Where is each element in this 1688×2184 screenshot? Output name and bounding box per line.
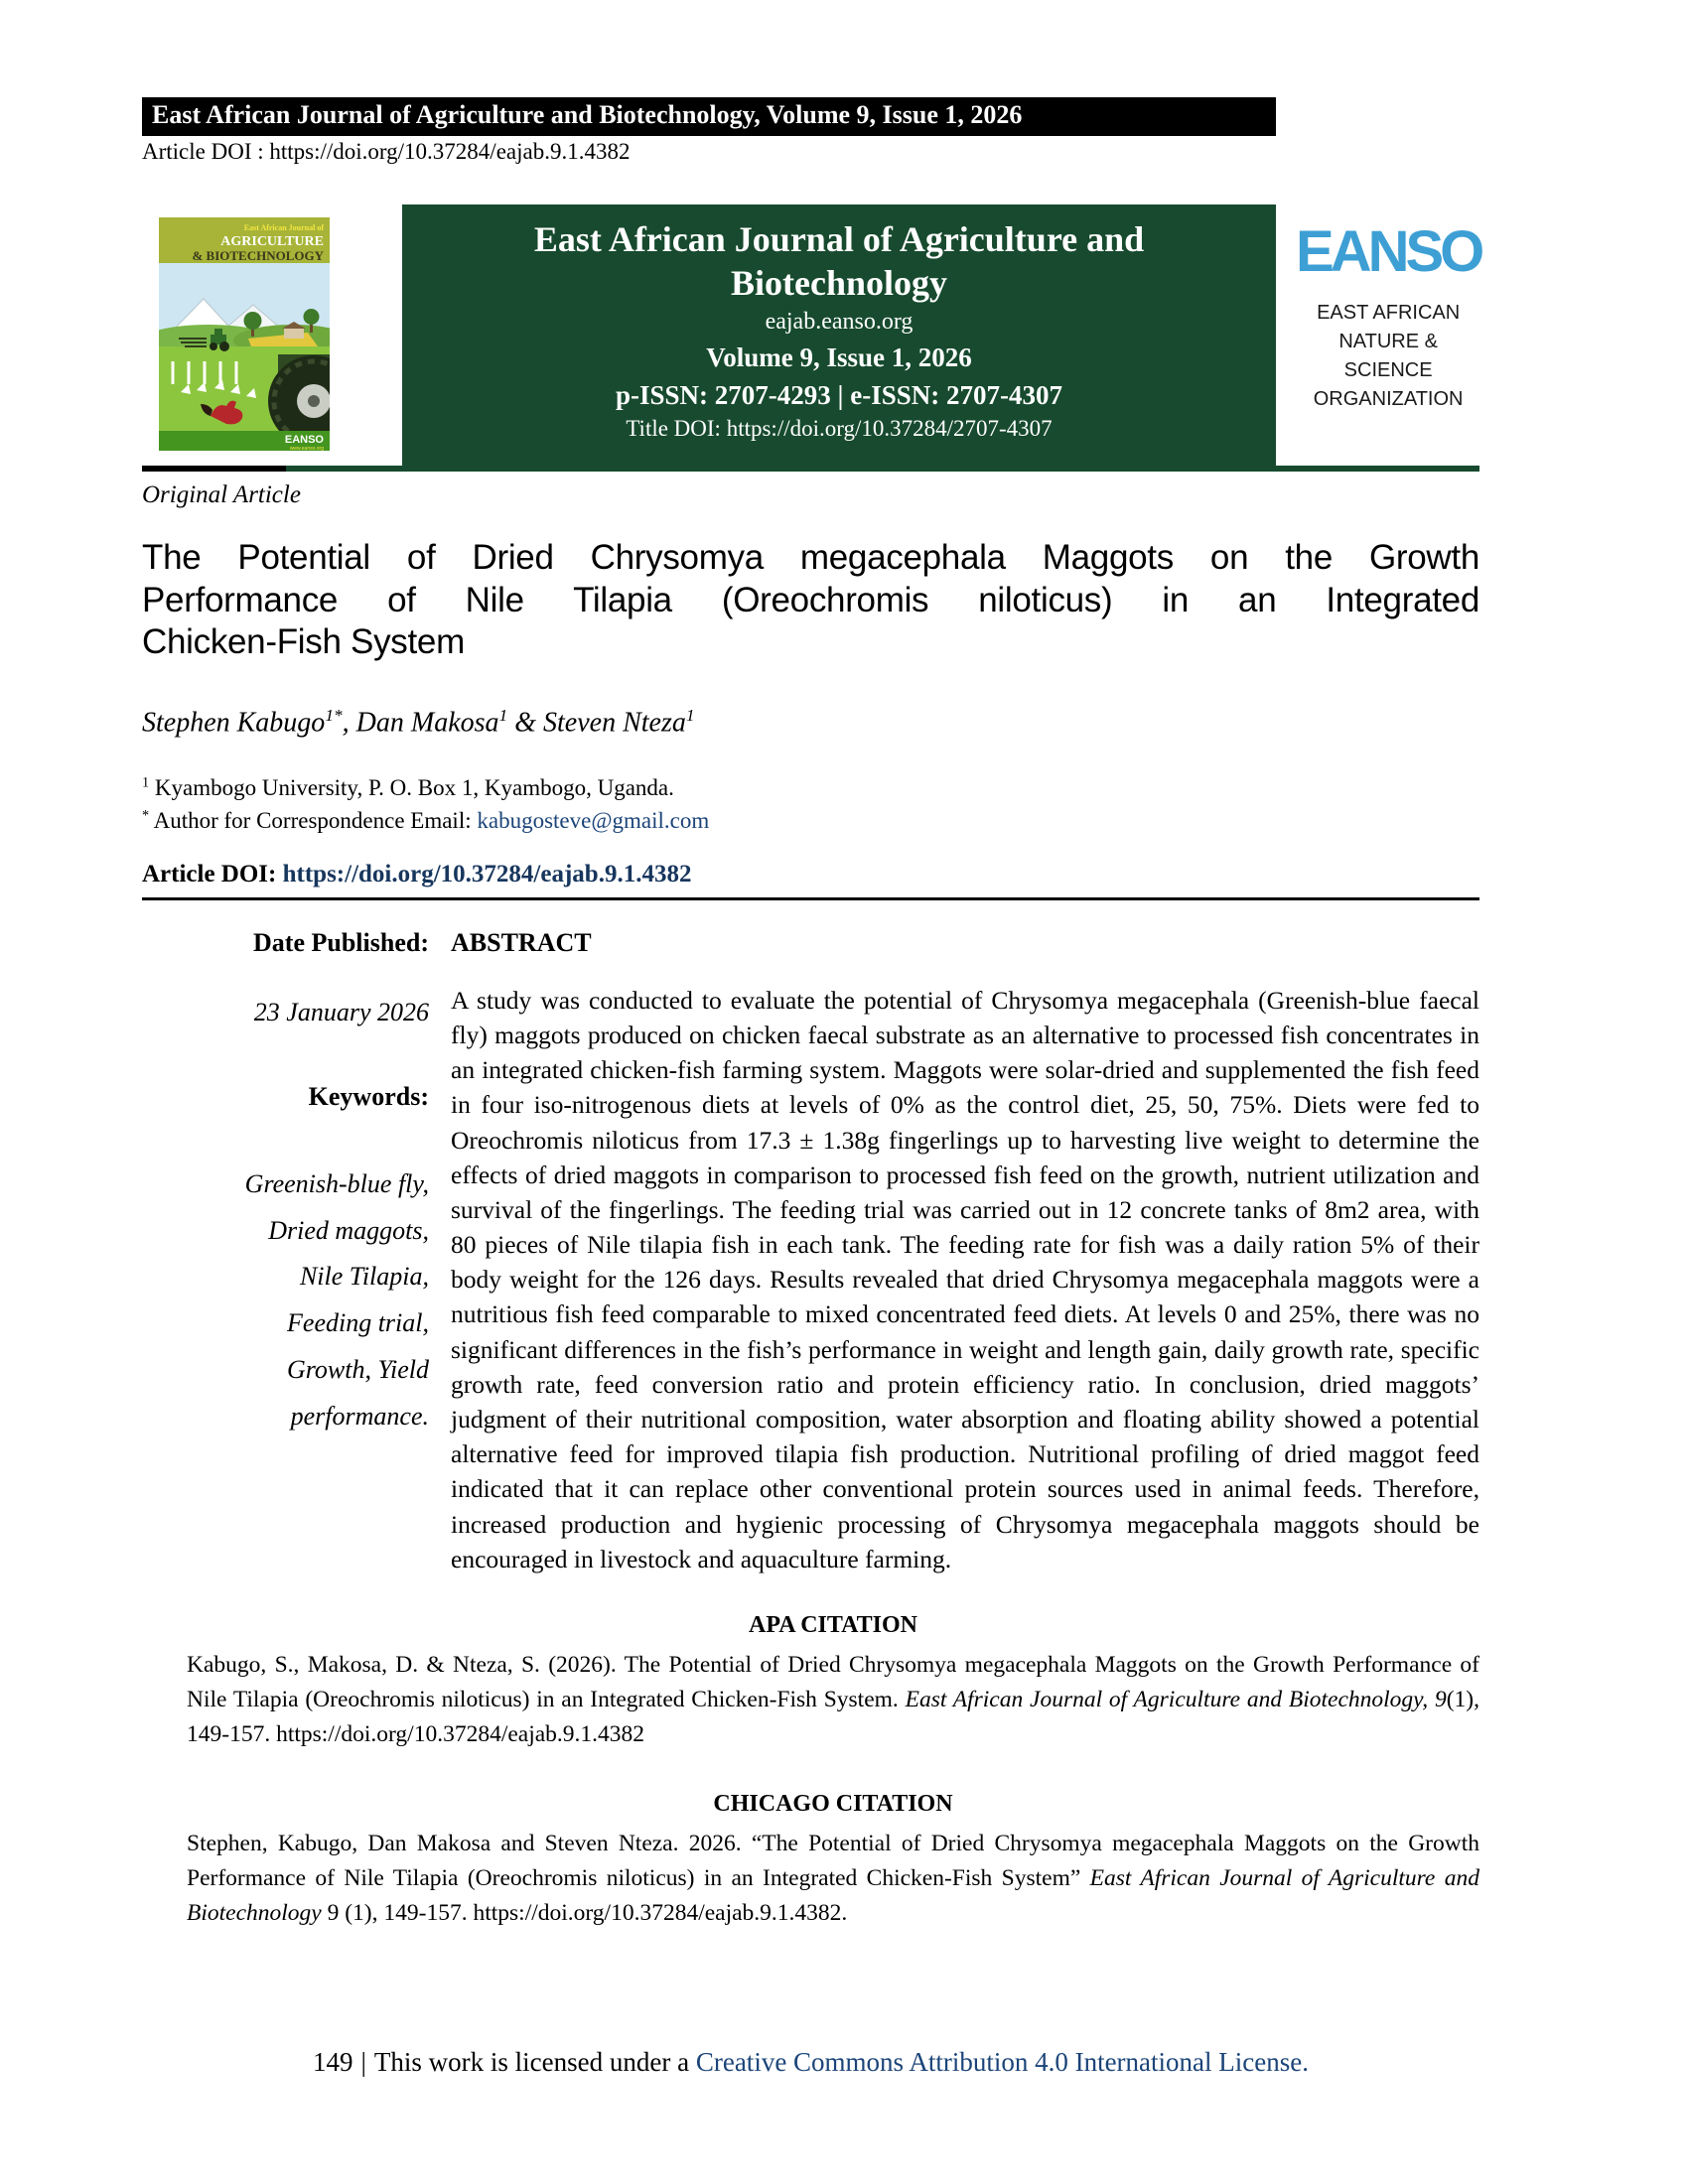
journal-header-bar: East African Journal of Agriculture and Biotechnology, Volume 9, Issue 1, 2026 — [142, 97, 1276, 136]
apa-citation-heading: APA CITATION — [748, 1611, 917, 1638]
author-2-superscript: 1 — [498, 706, 508, 726]
cover-eanso-logo-text: EANSO — [284, 434, 324, 446]
article-type-label: Original Article — [142, 481, 301, 508]
chicago-citation-text — [187, 1827, 1479, 1932]
date-published-label: Date Published: — [253, 927, 429, 957]
journal-banner — [142, 205, 1479, 466]
article-title-line1: The Potential of Dried Chrysomya megacephala Maggots on the Growth — [142, 538, 1479, 577]
license-link[interactable]: Creative Commons Attribution 4.0 International License. — [695, 2047, 1309, 2077]
author-separator-1: , — [342, 707, 356, 739]
cover-title-line2: & BIOTECHNOLOGY — [192, 248, 324, 263]
meta-column — [142, 928, 429, 1576]
correspondence-prefix: Author for Correspondence Email: — [149, 807, 478, 833]
chicago-citation-part1: Stephen, Kabugo, Dan Makosa and Steven Nteza. 2026. “The Potential of Dried Chrysomya megacephala Maggots on the Growth Performance of Nile Tilapia (Oreochromis niloticus) in an Integrated Chicken-Fish System” — [187, 1830, 1479, 1891]
apa-citation-part1: Kabugo, S., Makosa, D. & Nteza, S. (2026). The Potential of Dried Chrysomya megacephala Maggots on the Growth Performance of Nile Tilapia (Oreochromis niloticus) in an Integrated Chicken-Fish System. — [187, 1651, 1479, 1713]
keywords-label: Keywords: — [308, 1081, 429, 1111]
doi-divider-rule — [142, 897, 1479, 900]
eanso-organization-name — [1296, 299, 1480, 414]
eanso-org-line3: SCIENCE — [1343, 359, 1433, 381]
citations-section — [187, 1612, 1479, 1932]
article-title-line3: Chicken-Fish System — [142, 622, 465, 662]
correspondence-email-link[interactable]: kabugosteve@gmail.com — [477, 807, 710, 833]
correspondence-superscript: * — [142, 806, 150, 823]
article-title — [142, 537, 1479, 664]
banner-bottom-rule — [142, 466, 1479, 472]
journal-title-banner-line1: East African Journal of Agriculture and — [533, 219, 1145, 259]
affiliation-text: Kyambogo University, P. O. Box 1, Kyambogo, Uganda. — [149, 775, 674, 801]
correspondence-line — [142, 805, 1688, 837]
footer-divider: | — [360, 2047, 366, 2077]
journal-volume-issue: Volume 9, Issue 1, 2026 — [706, 341, 972, 372]
journal-cover-image — [159, 217, 330, 451]
author-1: Stephen Kabugo — [142, 707, 326, 739]
article-doi-label: Article DOI: — [142, 860, 283, 887]
license-text: This work is licensed under a — [373, 2047, 696, 2077]
chicago-citation-part2: 9 (1), 149-157. https://doi.org/10.37284/eajab.9.1.4382. — [321, 1900, 848, 1927]
keywords-list: Greenish-blue fly, Dried maggots, Nile Tilapia, Feeding trial, Growth, Yield performance. — [244, 1168, 429, 1431]
article-doi-line — [142, 861, 1688, 888]
abstract-column — [451, 928, 1479, 1576]
eanso-wordmark: EANSO — [1296, 219, 1481, 284]
journal-website: eajab.eanso.org — [765, 308, 914, 335]
page-footer — [142, 2047, 1479, 2078]
journal-title-doi: Title DOI: https://doi.org/10.37284/2707-4307 — [626, 415, 1053, 441]
affiliation-superscript: 1 — [142, 774, 150, 791]
author-1-superscript: 1* — [325, 706, 343, 726]
article-doi-link[interactable]: https://doi.org/10.37284/eajab.9.1.4382 — [282, 860, 692, 887]
journal-title-banner — [402, 218, 1276, 306]
author-2: Dan Makosa — [355, 707, 499, 739]
author-separator-2: & — [507, 707, 544, 739]
eanso-org-line2: NATURE & — [1338, 331, 1438, 352]
article-title-line2: Performance of Nile Tilapia (Oreochromis niloticus) in an Integrated — [142, 580, 1479, 619]
author-3: Steven Nteza — [543, 707, 686, 739]
article-doi-header-line: Article DOI : https://doi.org/10.37284/eajab.9.1.4382 — [142, 139, 631, 164]
eanso-org-line1: EAST AFRICAN — [1317, 302, 1461, 324]
chicago-citation-heading: CHICAGO CITATION — [713, 1790, 953, 1817]
eanso-logo-block — [1296, 205, 1480, 414]
apa-citation-part2: (1), 149-157. https://doi.org/10.37284/eajab.9.1.4382 — [187, 1687, 1479, 1748]
chicago-citation-journal-italic: East African Journal of Agriculture and Biotechnology — [187, 1864, 1479, 1927]
journal-title-green-box — [402, 205, 1276, 466]
date-published-value: 23 January 2026 — [253, 997, 429, 1026]
author-3-superscript: 1 — [685, 706, 695, 726]
meta-abstract-section — [142, 928, 1479, 1576]
apa-citation-text — [187, 1648, 1479, 1753]
page-number: 149 — [313, 2047, 353, 2077]
affiliation-block — [142, 772, 1688, 836]
journal-issn: p-ISSN: 2707-4293 | e-ISSN: 2707-4307 — [616, 379, 1062, 410]
apa-citation-journal-italic: East African Journal of Agriculture and Biotechnology, 9 — [905, 1687, 1447, 1713]
abstract-text: A study was conducted to evaluate the potential of Chrysomya megacephala (Greenish-blue faecal fly) maggots produced on chicken faecal substrate as an alternative to processed fish concentrates in an integrated chicken-fish farming system. Maggots were solar-dried and supplemented the fish feed in four iso-nitrogenous diets at levels of 0% as the control diet, 25, 50, 75%. Diets were fed to Oreochromis niloticus from 17.3 ± 1.38g fingerlings up to harvesting live weight to determine the effects of dried maggots in comparison to processed fish feed on the growth, nutrient utilization and survival of the fingerlings. The feeding trial was carried out in 12 concrete tanks of 8m2 area, with 80 pieces of Nile tilapia fish in each tank. The feeding rate for fish was a daily ration 5% of their body weight for the 126 days. Results revealed that dried Chrysomya megacephala maggots were a nutritious fish feed comparable to mixed concentrated feed diets. At levels 0 and 25%, there was no significant differences in the fish’s performance in weight and length gain, daily growth rate, specific growth rate, feed conversion ratio and protein efficiency ratio. In conclusion, dried maggots’ judgment of their nutritional composition, water absorption and floating ability showed a potential alternative feed for improved tilapia fish production. Nutritional profiling of dried maggot feed indicated that it can replace other conventional protein sources used in animal feeds. Therefore, increased production and hygienic processing of Chrysomya megacephala maggots should be encouraged in livestock and aquaculture farming. — [451, 985, 1479, 1573]
abstract-heading: ABSTRACT — [451, 927, 592, 957]
authors-line — [142, 706, 1688, 739]
eanso-org-line4: ORGANIZATION — [1313, 388, 1464, 410]
cover-journal-small-text: East African Journal of — [243, 223, 324, 232]
journal-title-banner-line2: Biotechnology — [730, 262, 947, 303]
cover-title-line1: AGRICULTURE — [220, 234, 324, 249]
cover-eanso-url: www.eanso.org — [289, 446, 324, 451]
affiliation-line — [142, 772, 1688, 804]
